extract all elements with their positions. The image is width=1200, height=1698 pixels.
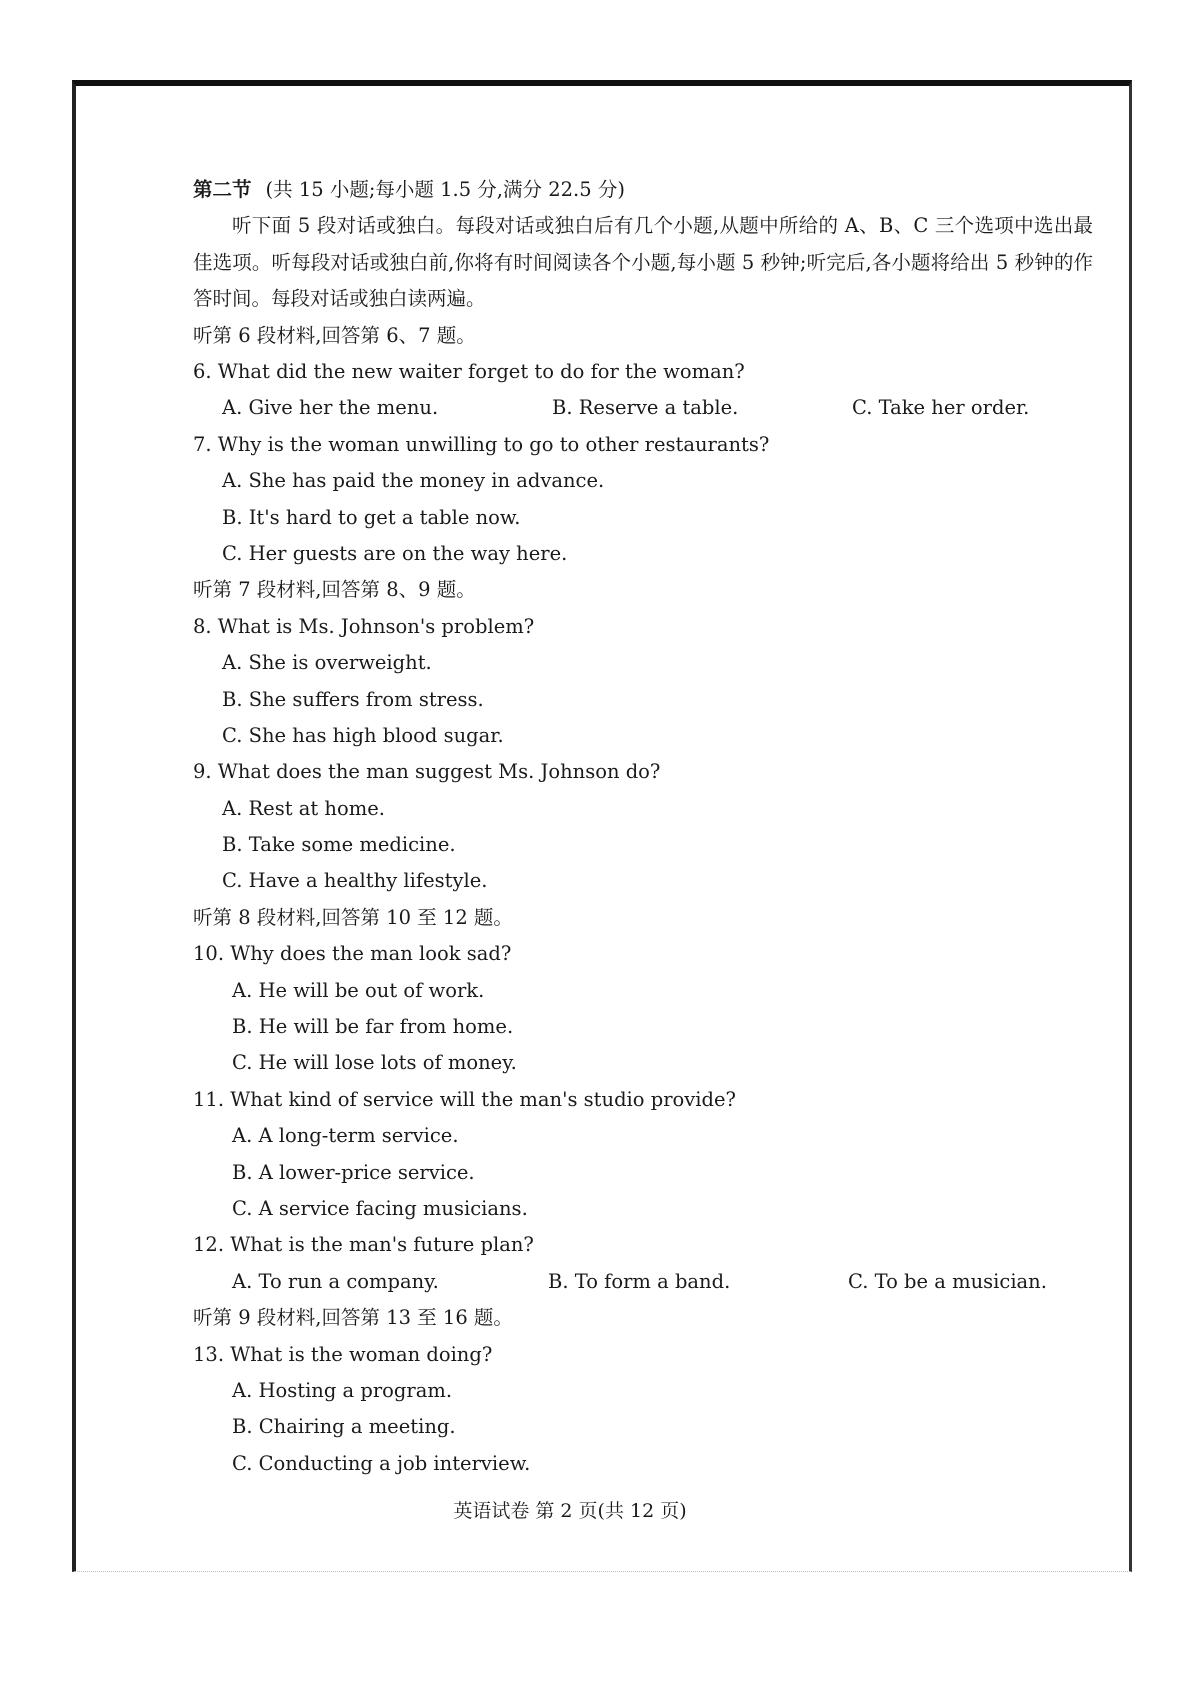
question-7-option-b: B. It's hard to get a table now. — [222, 505, 521, 529]
group-heading-8: 听第 8 段材料,回答第 10 至 12 题。 — [193, 905, 513, 929]
question-11-stem: 11. What kind of service will the man's studio provide? — [193, 1087, 737, 1111]
question-11-option-c: C. A service facing musicians. — [232, 1196, 528, 1220]
question-6-stem: 6. What did the new waiter forget to do for the woman? — [193, 360, 745, 383]
question-6-option-a: A. Give her the menu. — [222, 396, 439, 420]
question-10-option-c: C. He will lose lots of money. — [232, 1051, 517, 1075]
question-10-option-b: B. He will be far from home. — [232, 1015, 514, 1039]
section-header — [193, 172, 1093, 208]
question-9-option-b: B. Take some medicine. — [222, 833, 456, 857]
section-title: 第二节 — [193, 178, 252, 201]
question-8-stem: 8. What is Ms. Johnson's problem? — [193, 614, 535, 638]
question-11-option-b: B. A lower-price service. — [232, 1160, 475, 1184]
question-8-option-b: B. She suffers from stress. — [222, 687, 484, 711]
question-12-option-a: A. To run a company. — [232, 1269, 439, 1293]
question-9-option-c: C. Have a healthy lifestyle. — [222, 869, 488, 893]
question-10-stem: 10. Why does the man look sad? — [193, 942, 512, 966]
section-instructions: 听下面 5 段对话或独白。每段对话或独白后有几个小题,从题中所给的 A、B、C 三个选项中选出最佳选项。听每段对话或独白前,你将有时间阅读各个小题,每小题 5 秒钟;听完后,各小题将给出 5 秒钟的作答时间。每段对话或独白读两遍。 — [193, 214, 1093, 311]
question-12-option-c: C. To be a musician. — [848, 1269, 1047, 1293]
question-11-option-a: A. A long-term service. — [232, 1124, 459, 1148]
question-13-stem: 13. What is the woman doing? — [193, 1342, 493, 1366]
question-12-options — [193, 1264, 1093, 1300]
question-12-stem: 12. What is the man's future plan? — [193, 1233, 534, 1257]
section-note: (共 15 小题;每小题 1.5 分,满分 22.5 分) — [265, 178, 625, 201]
question-13-option-c: C. Conducting a job interview. — [232, 1451, 531, 1475]
question-7-option-c: C. Her guests are on the way here. — [222, 541, 568, 565]
question-8-option-c: C. She has high blood sugar. — [222, 723, 504, 747]
question-6-options — [193, 390, 1093, 426]
question-9-stem: 9. What does the man suggest Ms. Johnson do? — [193, 760, 661, 784]
question-6-option-c: C. Take her order. — [852, 396, 1030, 420]
page-number: 英语试卷 第 2 页(共 12 页) — [453, 1500, 687, 1522]
page-footer — [0, 1496, 1200, 1523]
question-8-option-a: A. She is overweight. — [222, 651, 432, 675]
exam-page-content — [193, 172, 1093, 1482]
question-7-stem: 7. Why is the woman unwilling to go to other restaurants? — [193, 432, 770, 456]
question-6-option-b: B. Reserve a table. — [552, 396, 739, 420]
question-13-option-a: A. Hosting a program. — [232, 1378, 453, 1402]
question-13-option-b: B. Chairing a meeting. — [232, 1415, 456, 1439]
question-9-option-a: A. Rest at home. — [222, 796, 385, 820]
question-10-option-a: A. He will be out of work. — [232, 978, 485, 1002]
question-7-option-a: A. She has paid the money in advance. — [222, 469, 605, 493]
group-heading-6: 听第 6 段材料,回答第 6、7 题。 — [193, 323, 476, 347]
question-12-option-b: B. To form a band. — [548, 1269, 731, 1293]
group-heading-9: 听第 9 段材料,回答第 13 至 16 题。 — [193, 1306, 513, 1330]
group-heading-7: 听第 7 段材料,回答第 8、9 题。 — [193, 578, 476, 602]
